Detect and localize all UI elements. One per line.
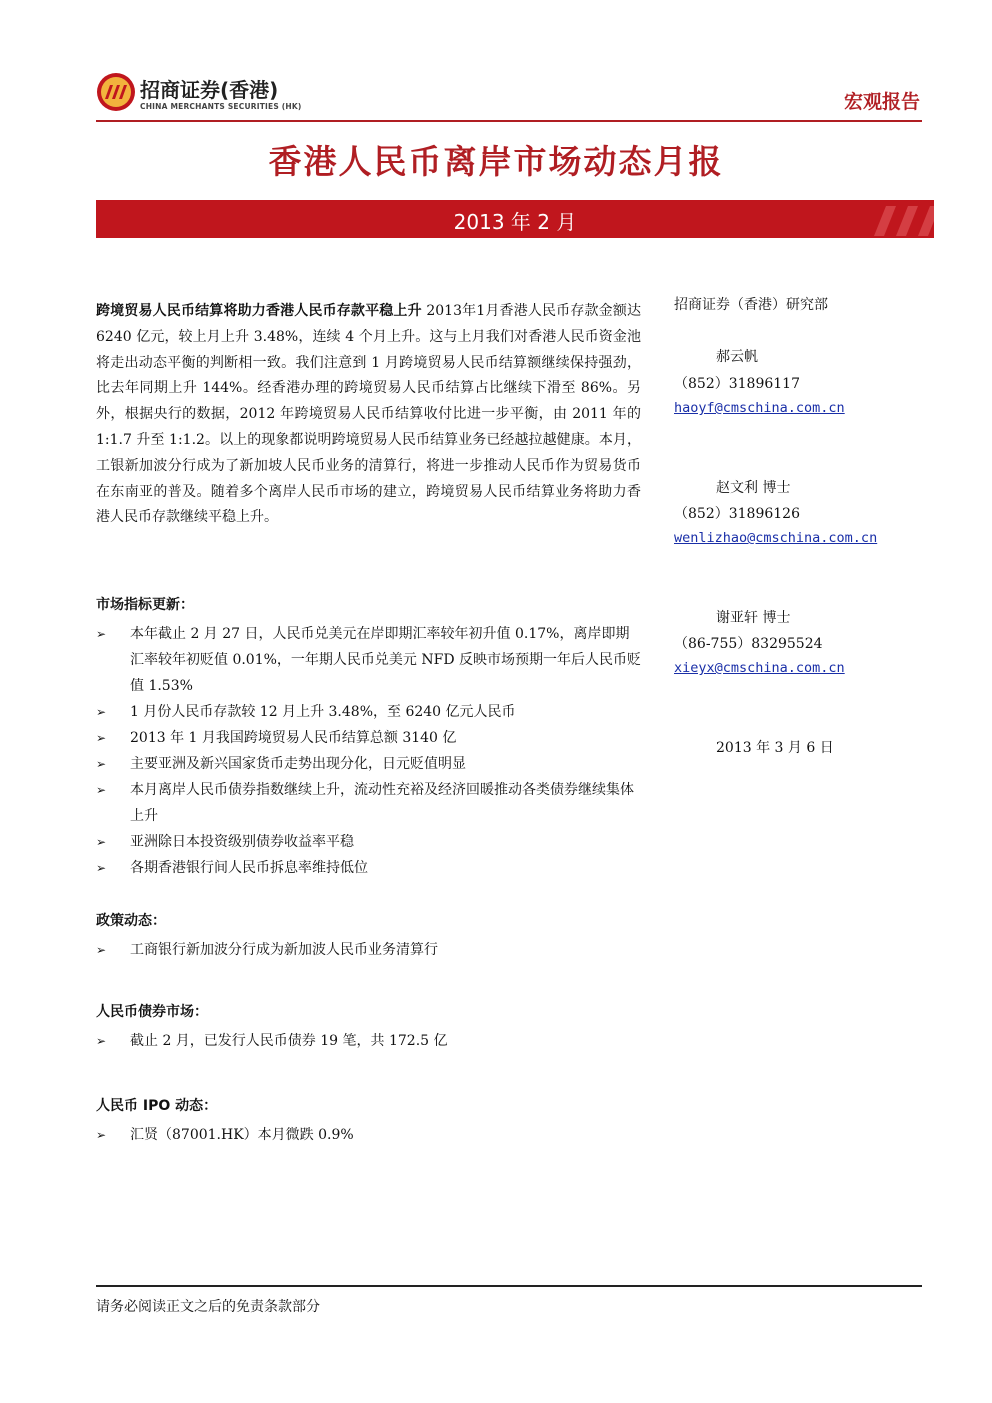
- logo-chinese-name: 招商证券(香港): [140, 78, 279, 102]
- section-heading-market: 市场指标更新：: [96, 597, 194, 613]
- date-banner: [96, 200, 934, 238]
- list-item: ➢ 本年截止 2 月 27 日，人民币兑美元在岸即期汇率较年初升值 0.17%，离岸即期汇率较年初贬值 0.01%，一年期人民币兑美元 NFD 反映市场预期一年后人民币贬值 1.53%: [96, 621, 641, 699]
- arrow-bullet-icon: ➢: [96, 1128, 107, 1142]
- policy-list: [96, 937, 641, 963]
- arrow-bullet-icon: ➢: [96, 627, 107, 641]
- analyst-phone: （852）31896117: [674, 376, 800, 392]
- analyst-name: 郝云帆: [716, 349, 758, 365]
- section-heading-policy: 政策动态：: [96, 913, 166, 929]
- list-item: ➢ 工商银行新加波分行成为新加波人民币业务清算行: [96, 937, 641, 963]
- arrow-bullet-icon: ➢: [96, 783, 107, 797]
- list-item: ➢ 2013 年 1 月我国跨境贸易人民币结算总额 3140 亿: [96, 725, 641, 751]
- report-type-label: 宏观报告: [843, 91, 920, 113]
- company-logo: [96, 72, 336, 122]
- intro-body: 2013年1月香港人民币存款金额达 6240 亿元，较上月上升 3.48%，连续 4 个月上升。这与上月我们对香港人民币资金池将走出动态平衡的判断相一致。我们注意到 1 月跨境贸易人民币结算额继续保持强劲，比去年同期上升 144%。经香港办理的跨境贸易人民币结算占比继续下滑至 86%。另外，根据央行的数据，2012 年跨境贸易人民币结算收付比进一步平衡，由 2011 年的 1:1.7 升至 1:1.2。以上的现象都说明跨境贸易人民币结算业务已经越拉越健康。本月，工银新加波分行成为了新加坡人民币业务的清算行，将进一步推动人民币作为贸易货币在东南亚的普及。随着多个离岸人民币市场的建立，跨境贸易人民币结算业务将助力香港人民币存款继续平稳上升。: [96, 303, 641, 526]
- bond-list: [96, 1028, 641, 1054]
- arrow-bullet-icon: ➢: [96, 943, 107, 957]
- analyst-name: 谢亚轩 博士: [716, 610, 791, 626]
- list-item: ➢ 本月离岸人民币债券指数继续上升，流动性充裕及经济回暖推动各类债券继续集体上升: [96, 777, 641, 829]
- intro-lead: 跨境贸易人民币结算将助力香港人民币存款平稳上升: [96, 303, 422, 319]
- cms-logo-icon: [96, 72, 136, 112]
- page-title: 香港人民币离岸市场动态月报: [268, 142, 724, 181]
- arrow-bullet-icon: ➢: [96, 705, 107, 719]
- arrow-bullet-icon: ➢: [96, 835, 107, 849]
- arrow-bullet-icon: ➢: [96, 1034, 107, 1048]
- report-period: 2013 年 2 月: [453, 210, 577, 234]
- research-dept: 招商证券（香港）研究部: [674, 297, 828, 313]
- market-list: [96, 621, 641, 881]
- list-item: ➢ 汇贤（87001.HK）本月微跌 0.9%: [96, 1122, 641, 1148]
- list-item: ➢ 截止 2 月，已发行人民币债券 19 笔，共 172.5 亿: [96, 1028, 641, 1054]
- section-heading-ipo: 人民币 IPO 动态：: [96, 1098, 218, 1114]
- analyst-email-link[interactable]: xieyx@cmschina.com.cn: [674, 660, 845, 676]
- list-item: ➢ 1 月份人民币存款较 12 月上升 3.48%，至 6240 亿元人民币: [96, 699, 641, 725]
- list-item: ➢ 主要亚洲及新兴国家货币走势出现分化，日元贬值明显: [96, 751, 641, 777]
- analyst-email-link[interactable]: wenlizhao@cmschina.com.cn: [674, 530, 878, 546]
- logo-english-name: CHINA MERCHANTS SECURITIES (HK): [140, 102, 302, 111]
- analyst-phone: （86-755）83295524: [674, 636, 823, 652]
- list-item: ➢ 亚洲除日本投资级别债券收益率平稳: [96, 829, 641, 855]
- analyst-email-link[interactable]: haoyf@cmschina.com.cn: [674, 400, 845, 416]
- arrow-bullet-icon: ➢: [96, 861, 107, 875]
- arrow-bullet-icon: ➢: [96, 757, 107, 771]
- list-item: ➢ 各期香港银行间人民币拆息率维持低位: [96, 855, 641, 881]
- analyst-phone: （852）31896126: [674, 506, 800, 522]
- header-divider: [96, 120, 922, 122]
- footer-divider: [96, 1285, 922, 1287]
- intro-paragraph: [96, 299, 641, 531]
- ipo-list: [96, 1122, 641, 1148]
- analyst-name: 赵文利 博士: [716, 480, 791, 496]
- section-heading-bond: 人民币债券市场：: [96, 1004, 208, 1020]
- footer-disclaimer: 请务必阅读正文之后的免责条款部分: [96, 1299, 320, 1315]
- arrow-bullet-icon: ➢: [96, 731, 107, 745]
- report-date: 2013 年 3 月 6 日: [716, 740, 834, 756]
